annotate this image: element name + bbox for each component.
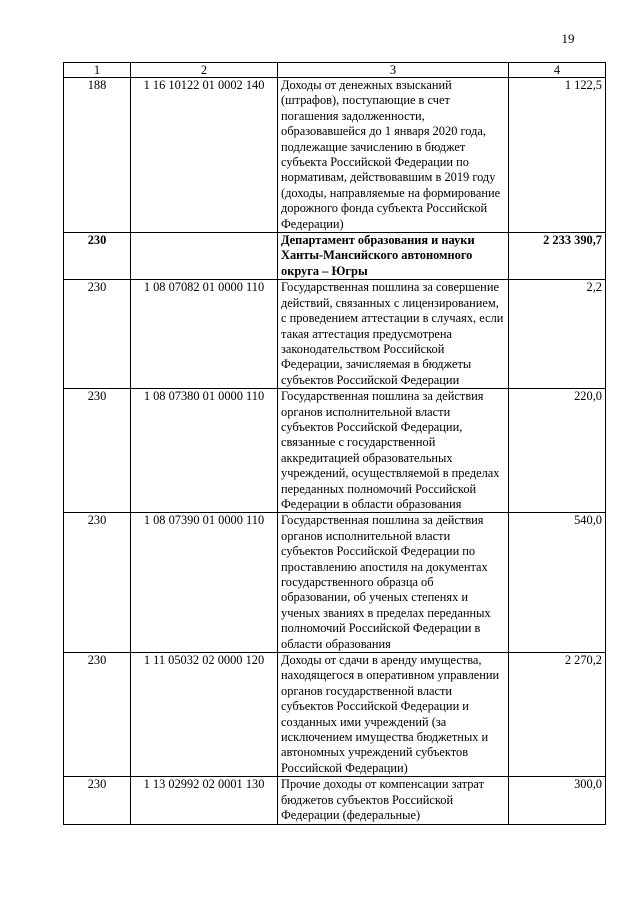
amount-cell: 540,0 — [509, 513, 606, 653]
budget-classification-code-cell: 1 13 02992 02 0001 130 — [131, 777, 278, 824]
table-row — [64, 78, 606, 233]
description-cell: Государственная пошлина за совершение действий, связанных с лицензированием, с проведением аттестации в случаях, если такая аттестация предусмотрена законодательством Российской Федерации, зачисляемая в бюджеты субъектов Российской Федерации — [278, 280, 509, 389]
column-header: 4 — [509, 63, 606, 78]
budget-classification-code-cell: 1 08 07082 01 0000 110 — [131, 280, 278, 389]
revenue-table — [63, 62, 606, 825]
amount-cell: 2,2 — [509, 280, 606, 389]
admin-code-cell: 230 — [64, 280, 131, 389]
admin-code-cell: 188 — [64, 78, 131, 233]
table-row-department — [64, 233, 606, 280]
table-row — [64, 777, 606, 824]
page-number: 19 — [561, 31, 575, 46]
table-row — [64, 513, 606, 653]
description-cell: Государственная пошлина за действия органов исполнительной власти субъектов Российской Федерации, связанные с государственной аккредитацией образовательных учреждений, осуществляемой в пределах переданных полномочий Российской Федерации в области образования — [278, 389, 509, 513]
description-cell: Департамент образования и науки Ханты-Мансийского автономного округа – Югры — [278, 233, 509, 280]
amount-cell: 1 122,5 — [509, 78, 606, 233]
admin-code-cell: 230 — [64, 653, 131, 777]
admin-code-cell: 230 — [64, 389, 131, 513]
admin-code-cell: 230 — [64, 777, 131, 824]
budget-classification-code-cell: 1 16 10122 01 0002 140 — [131, 78, 278, 233]
description-cell: Доходы от сдачи в аренду имущества, находящегося в оперативном управлении органов государственной власти субъектов Российской Федерации и созданных ими учреждений (за исключением имущества бюджетных и автономных учреждений субъектов Российской Федерации) — [278, 653, 509, 777]
amount-cell: 300,0 — [509, 777, 606, 824]
description-cell: Государственная пошлина за действия органов исполнительной власти субъектов Российской Федерации по проставлению апостиля на документах государственного образца об образовании, об ученых степенях и ученых званиях в пределах переданных полномочий Российской Федерации в области образования — [278, 513, 509, 653]
column-header: 3 — [278, 63, 509, 78]
table-header-row — [64, 63, 606, 78]
table-row — [64, 280, 606, 389]
table-row — [64, 389, 606, 513]
amount-cell: 220,0 — [509, 389, 606, 513]
admin-code-cell: 230 — [64, 513, 131, 653]
budget-classification-code-cell — [131, 233, 278, 280]
amount-cell: 2 270,2 — [509, 653, 606, 777]
column-header: 2 — [131, 63, 278, 78]
budget-classification-code-cell: 1 11 05032 02 0000 120 — [131, 653, 278, 777]
description-cell: Доходы от денежных взысканий (штрафов), поступающие в счет погашения задолженности, образовавшейся до 1 января 2020 года, подлежащие зачислению в бюджет субъекта Российской Федерации по нормативам, действовавшим в 2019 году (доходы, направляемые на формирование дорожного фонда субъекта Российской Федерации) — [278, 78, 509, 233]
table-row — [64, 653, 606, 777]
description-cell: Прочие доходы от компенсации затрат бюджетов субъектов Российской Федерации (федеральные) — [278, 777, 509, 824]
admin-code-cell: 230 — [64, 233, 131, 280]
budget-classification-code-cell: 1 08 07380 01 0000 110 — [131, 389, 278, 513]
column-header: 1 — [64, 63, 131, 78]
amount-cell: 2 233 390,7 — [509, 233, 606, 280]
budget-classification-code-cell: 1 08 07390 01 0000 110 — [131, 513, 278, 653]
